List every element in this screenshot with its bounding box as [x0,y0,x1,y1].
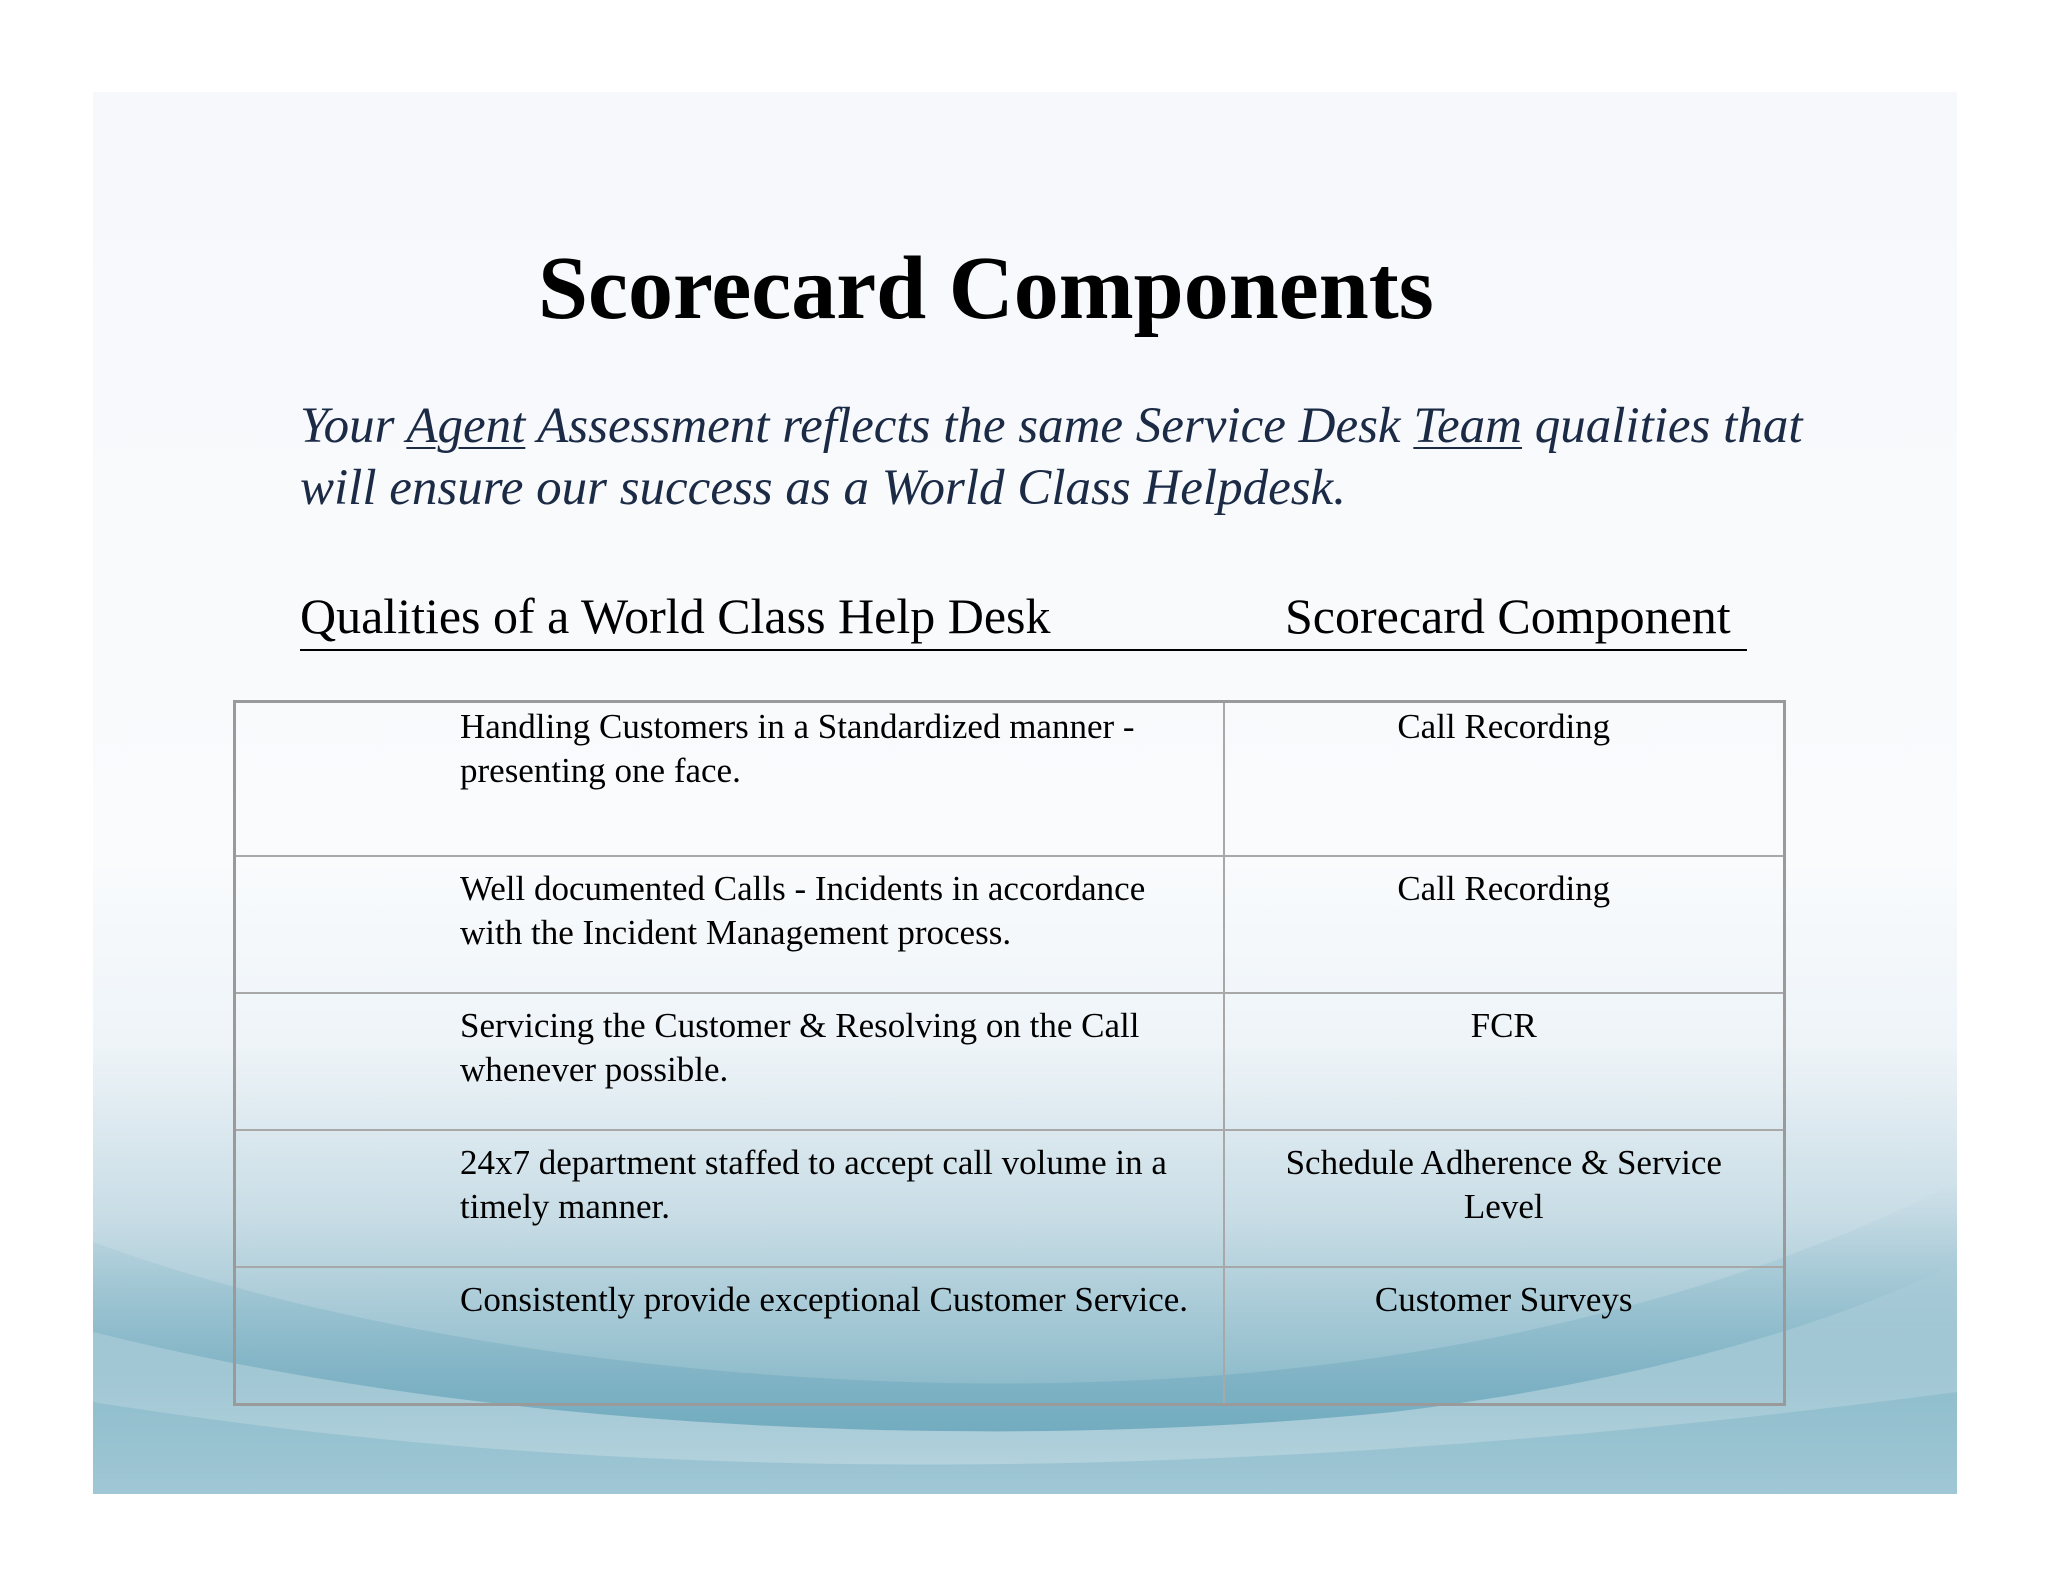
quality-text: Servicing the Customer & Resolving on the Call whenever possible. [460,1006,1140,1089]
table-row [235,1267,1785,1405]
component-text: Schedule Adherence & Service Level [1285,1143,1722,1226]
table-row [235,993,1785,1130]
quality-text: Consistently provide exceptional Customer Service. [460,1280,1189,1319]
component-text: FCR [1470,1006,1537,1045]
column-header-scorecard-component: Scorecard Component [1285,588,1731,644]
quality-cell [235,702,1224,857]
component-text: Call Recording [1397,707,1611,746]
quality-text: 24x7 department staffed to accept call volume in a timely manner. [460,1143,1167,1226]
slide-subtitle [300,395,1860,519]
quality-cell [235,1267,1224,1405]
column-header-qualities: Qualities of a World Class Help Desk [300,588,1051,644]
subtitle-text-3: qualities that will ensure our success as a World Class Helpdesk. [300,398,1803,516]
subtitle-text-2: Assessment reflects the same Service Desk [525,398,1414,454]
table-row [235,1130,1785,1267]
quality-cell [235,1130,1224,1267]
component-cell [1224,702,1785,857]
subtitle-team-underlined: Team [1413,398,1522,454]
scorecard-table [233,700,1786,1406]
column-headers [300,587,1750,657]
quality-text: Well documented Calls - Incidents in accordance with the Incident Management process. [460,869,1146,952]
quality-cell [235,856,1224,993]
quality-cell [235,993,1224,1130]
column-header-underline [300,649,1747,651]
component-text: Call Recording [1397,869,1611,908]
component-cell [1224,1267,1785,1405]
component-cell [1224,856,1785,993]
table-row [235,702,1785,857]
component-cell [1224,993,1785,1130]
quality-text: Handling Customers in a Standardized manner - presenting one face. [460,707,1135,790]
subtitle-text-1: Your [300,398,407,454]
slide-title: Scorecard Components [538,239,1434,338]
subtitle-agent-underlined: Agent [406,398,526,454]
slide [93,92,1957,1494]
table-row [235,856,1785,993]
component-cell [1224,1130,1785,1267]
component-text: Customer Surveys [1374,1280,1633,1319]
